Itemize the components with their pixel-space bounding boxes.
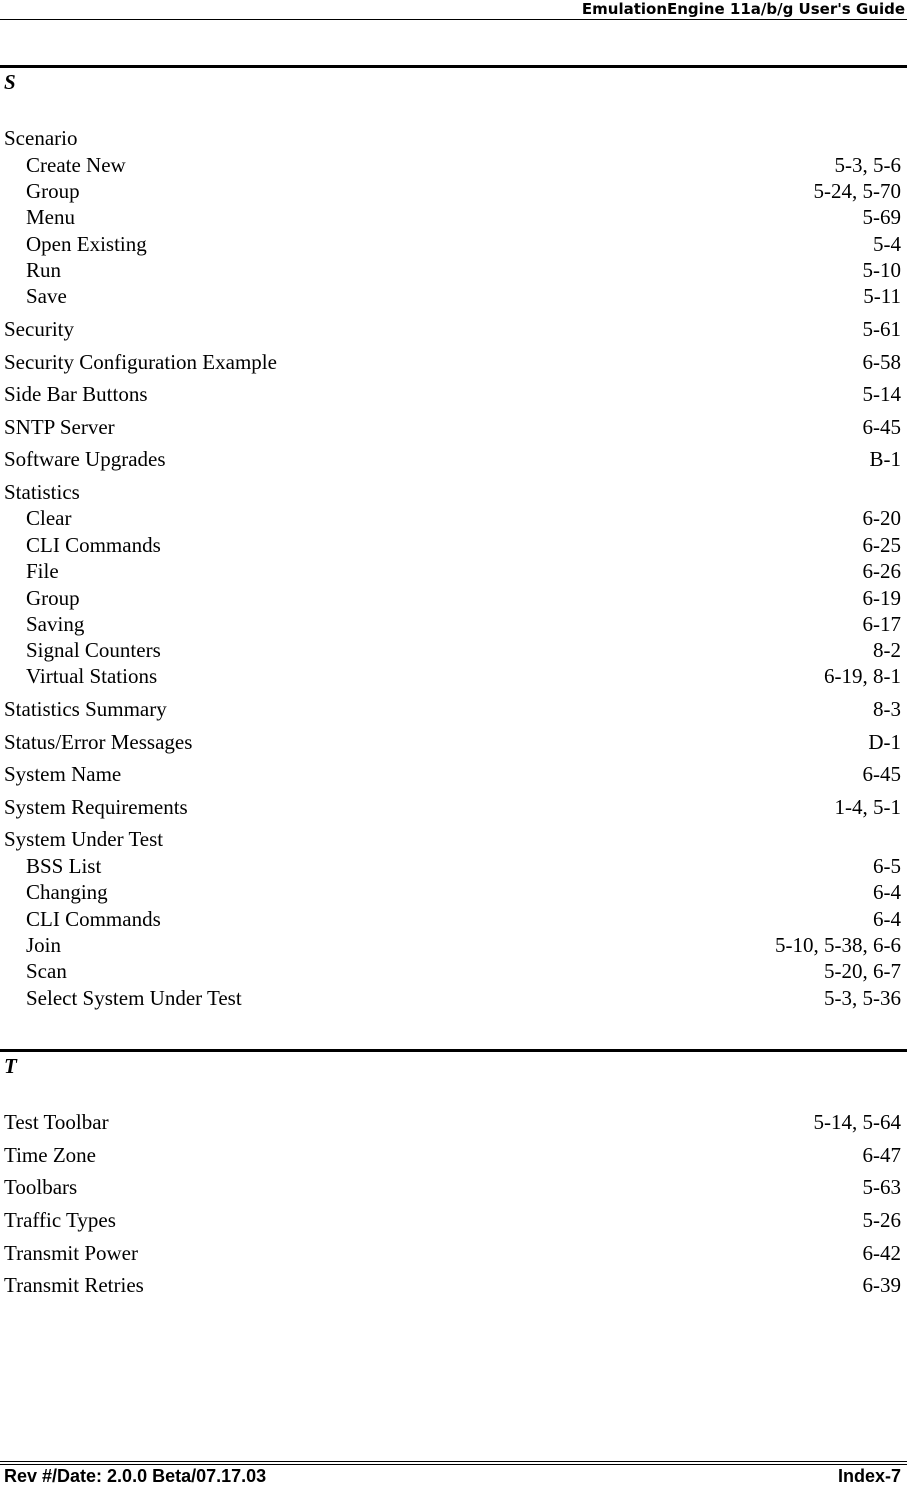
index-term: Open Existing: [26, 232, 147, 256]
index-term: File: [26, 559, 59, 583]
index-term: Changing: [26, 880, 108, 904]
index-pages: 1-4, 5-1: [834, 795, 901, 819]
index-subentry: [26, 204, 901, 230]
index-entry: [4, 1174, 901, 1200]
revision-date: Rev #/Date: 2.0.0 Beta/07.17.03: [4, 1466, 267, 1486]
index-pages: 6-26: [862, 559, 901, 583]
index-pages: 6-39: [862, 1273, 901, 1297]
index-term: Saving: [26, 612, 85, 636]
index-pages: 8-2: [873, 638, 901, 662]
index-pages: 6-4: [873, 907, 901, 931]
index-term: Security Configuration Example: [4, 350, 277, 374]
index-subentry: [26, 283, 901, 309]
section-s-rule: [0, 65, 907, 68]
index-subentry: [26, 585, 901, 611]
index-pages: 5-61: [862, 317, 901, 341]
index-pages: 5-4: [873, 232, 901, 256]
index-entry: [4, 414, 901, 440]
index-term: Transmit Power: [4, 1241, 138, 1265]
index-term: Status/Error Messages: [4, 730, 193, 754]
index-term: Clear: [26, 506, 72, 530]
index-subentry: [26, 906, 901, 932]
index-subentry: [26, 611, 901, 637]
index-term: Software Upgrades: [4, 447, 166, 471]
index-entry: [4, 316, 901, 342]
index-entry: [4, 125, 901, 151]
index-term: Signal Counters: [26, 638, 161, 662]
index-entry: [4, 1109, 901, 1135]
index-pages: 5-11: [863, 284, 901, 308]
index-term: Side Bar Buttons: [4, 382, 148, 406]
index-pages: 5-69: [862, 205, 901, 229]
index-entry: [4, 826, 901, 852]
index-subentry: [26, 505, 901, 531]
index-term: Time Zone: [4, 1143, 96, 1167]
index-entry: [4, 479, 901, 505]
index-subentry: [26, 932, 901, 958]
index-term: Menu: [26, 205, 75, 229]
index-subentry: [26, 558, 901, 584]
index-pages: 6-17: [862, 612, 901, 636]
index-subentry: [26, 257, 901, 283]
index-subentry: [26, 152, 901, 178]
index-subentry: [26, 178, 901, 204]
index-entry: [4, 1272, 901, 1298]
index-term: Toolbars: [4, 1175, 78, 1199]
index-pages: B-1: [869, 447, 901, 471]
index-subentry: [26, 231, 901, 257]
index-pages: 5-24, 5-70: [813, 179, 901, 203]
index-pages: 5-20, 6-7: [824, 959, 901, 983]
index-entry: [4, 1207, 901, 1233]
page-number: Index-7: [837, 1466, 901, 1486]
document-title: EmulationEngine 11a/b/g User's Guide: [581, 0, 905, 18]
index-pages: D-1: [868, 730, 901, 754]
index-term: Scenario: [4, 126, 78, 150]
index-subentry: [26, 985, 901, 1011]
index-pages: 6-19: [862, 586, 901, 610]
index-pages: 5-10: [862, 258, 901, 282]
index-subentry: [26, 637, 901, 663]
index-pages: 5-10, 5-38, 6-6: [775, 933, 901, 957]
index-term: CLI Commands: [26, 907, 161, 931]
index-term: Test Toolbar: [4, 1110, 109, 1134]
index-subentry: [26, 879, 901, 905]
index-term: CLI Commands: [26, 533, 161, 557]
index-term: Run: [26, 258, 62, 282]
index-term: Select System Under Test: [26, 986, 242, 1010]
index-pages: 6-45: [862, 762, 901, 786]
index-pages: 6-47: [862, 1143, 901, 1167]
index-term: Group: [26, 179, 80, 203]
index-subentry: [26, 663, 901, 689]
index-entry: [4, 1142, 901, 1168]
index-term: Create New: [26, 153, 126, 177]
index-term: System Name: [4, 762, 122, 786]
index-pages: 5-26: [862, 1208, 901, 1232]
index-pages: 6-45: [862, 415, 901, 439]
index-term: BSS List: [26, 854, 102, 878]
index-pages: 6-5: [873, 854, 901, 878]
index-term: Scan: [26, 959, 67, 983]
index-entry: [4, 381, 901, 407]
index-pages: 5-3, 5-36: [824, 986, 901, 1010]
index-pages: 5-14: [862, 382, 901, 406]
index-term: Save: [26, 284, 67, 308]
index-pages: 6-20: [862, 506, 901, 530]
index-term: Statistics: [4, 480, 80, 504]
index-term: Traffic Types: [4, 1208, 116, 1232]
page-footer: [4, 1466, 901, 1486]
index-entry: [4, 761, 901, 787]
footer-rule: [0, 1464, 907, 1465]
index-pages: 6-42: [862, 1241, 901, 1265]
index-subentry: [26, 853, 901, 879]
index-pages: 6-19, 8-1: [824, 664, 901, 688]
section-t-rule: [0, 1049, 907, 1052]
index-term: System Under Test: [4, 827, 164, 851]
footer-rule: [0, 1461, 907, 1462]
index-pages: 8-3: [873, 697, 901, 721]
index-pages: 6-58: [862, 350, 901, 374]
index-term: Virtual Stations: [26, 664, 158, 688]
index-term: Transmit Retries: [4, 1273, 144, 1297]
index-term: Group: [26, 586, 80, 610]
index-pages: 5-3, 5-6: [834, 153, 901, 177]
section-s-letter: S: [4, 70, 16, 94]
index-term: Statistics Summary: [4, 697, 167, 721]
index-subentry: [26, 532, 901, 558]
index-subentry: [26, 958, 901, 984]
index-pages: 6-25: [862, 533, 901, 557]
index-entry: [4, 1240, 901, 1266]
index-entry: [4, 696, 901, 722]
index-entry: [4, 794, 901, 820]
index-pages: 5-63: [862, 1175, 901, 1199]
index-term: Security: [4, 317, 74, 341]
index-pages: 5-14, 5-64: [813, 1110, 901, 1134]
index-term: System Requirements: [4, 795, 188, 819]
index-term: SNTP Server: [4, 415, 115, 439]
index-entry: [4, 729, 901, 755]
index-entry: [4, 349, 901, 375]
section-t-letter: T: [4, 1054, 17, 1078]
index-entry: [4, 446, 901, 472]
index-pages: 6-4: [873, 880, 901, 904]
index-term: Join: [26, 933, 62, 957]
header-rule: [0, 19, 907, 20]
